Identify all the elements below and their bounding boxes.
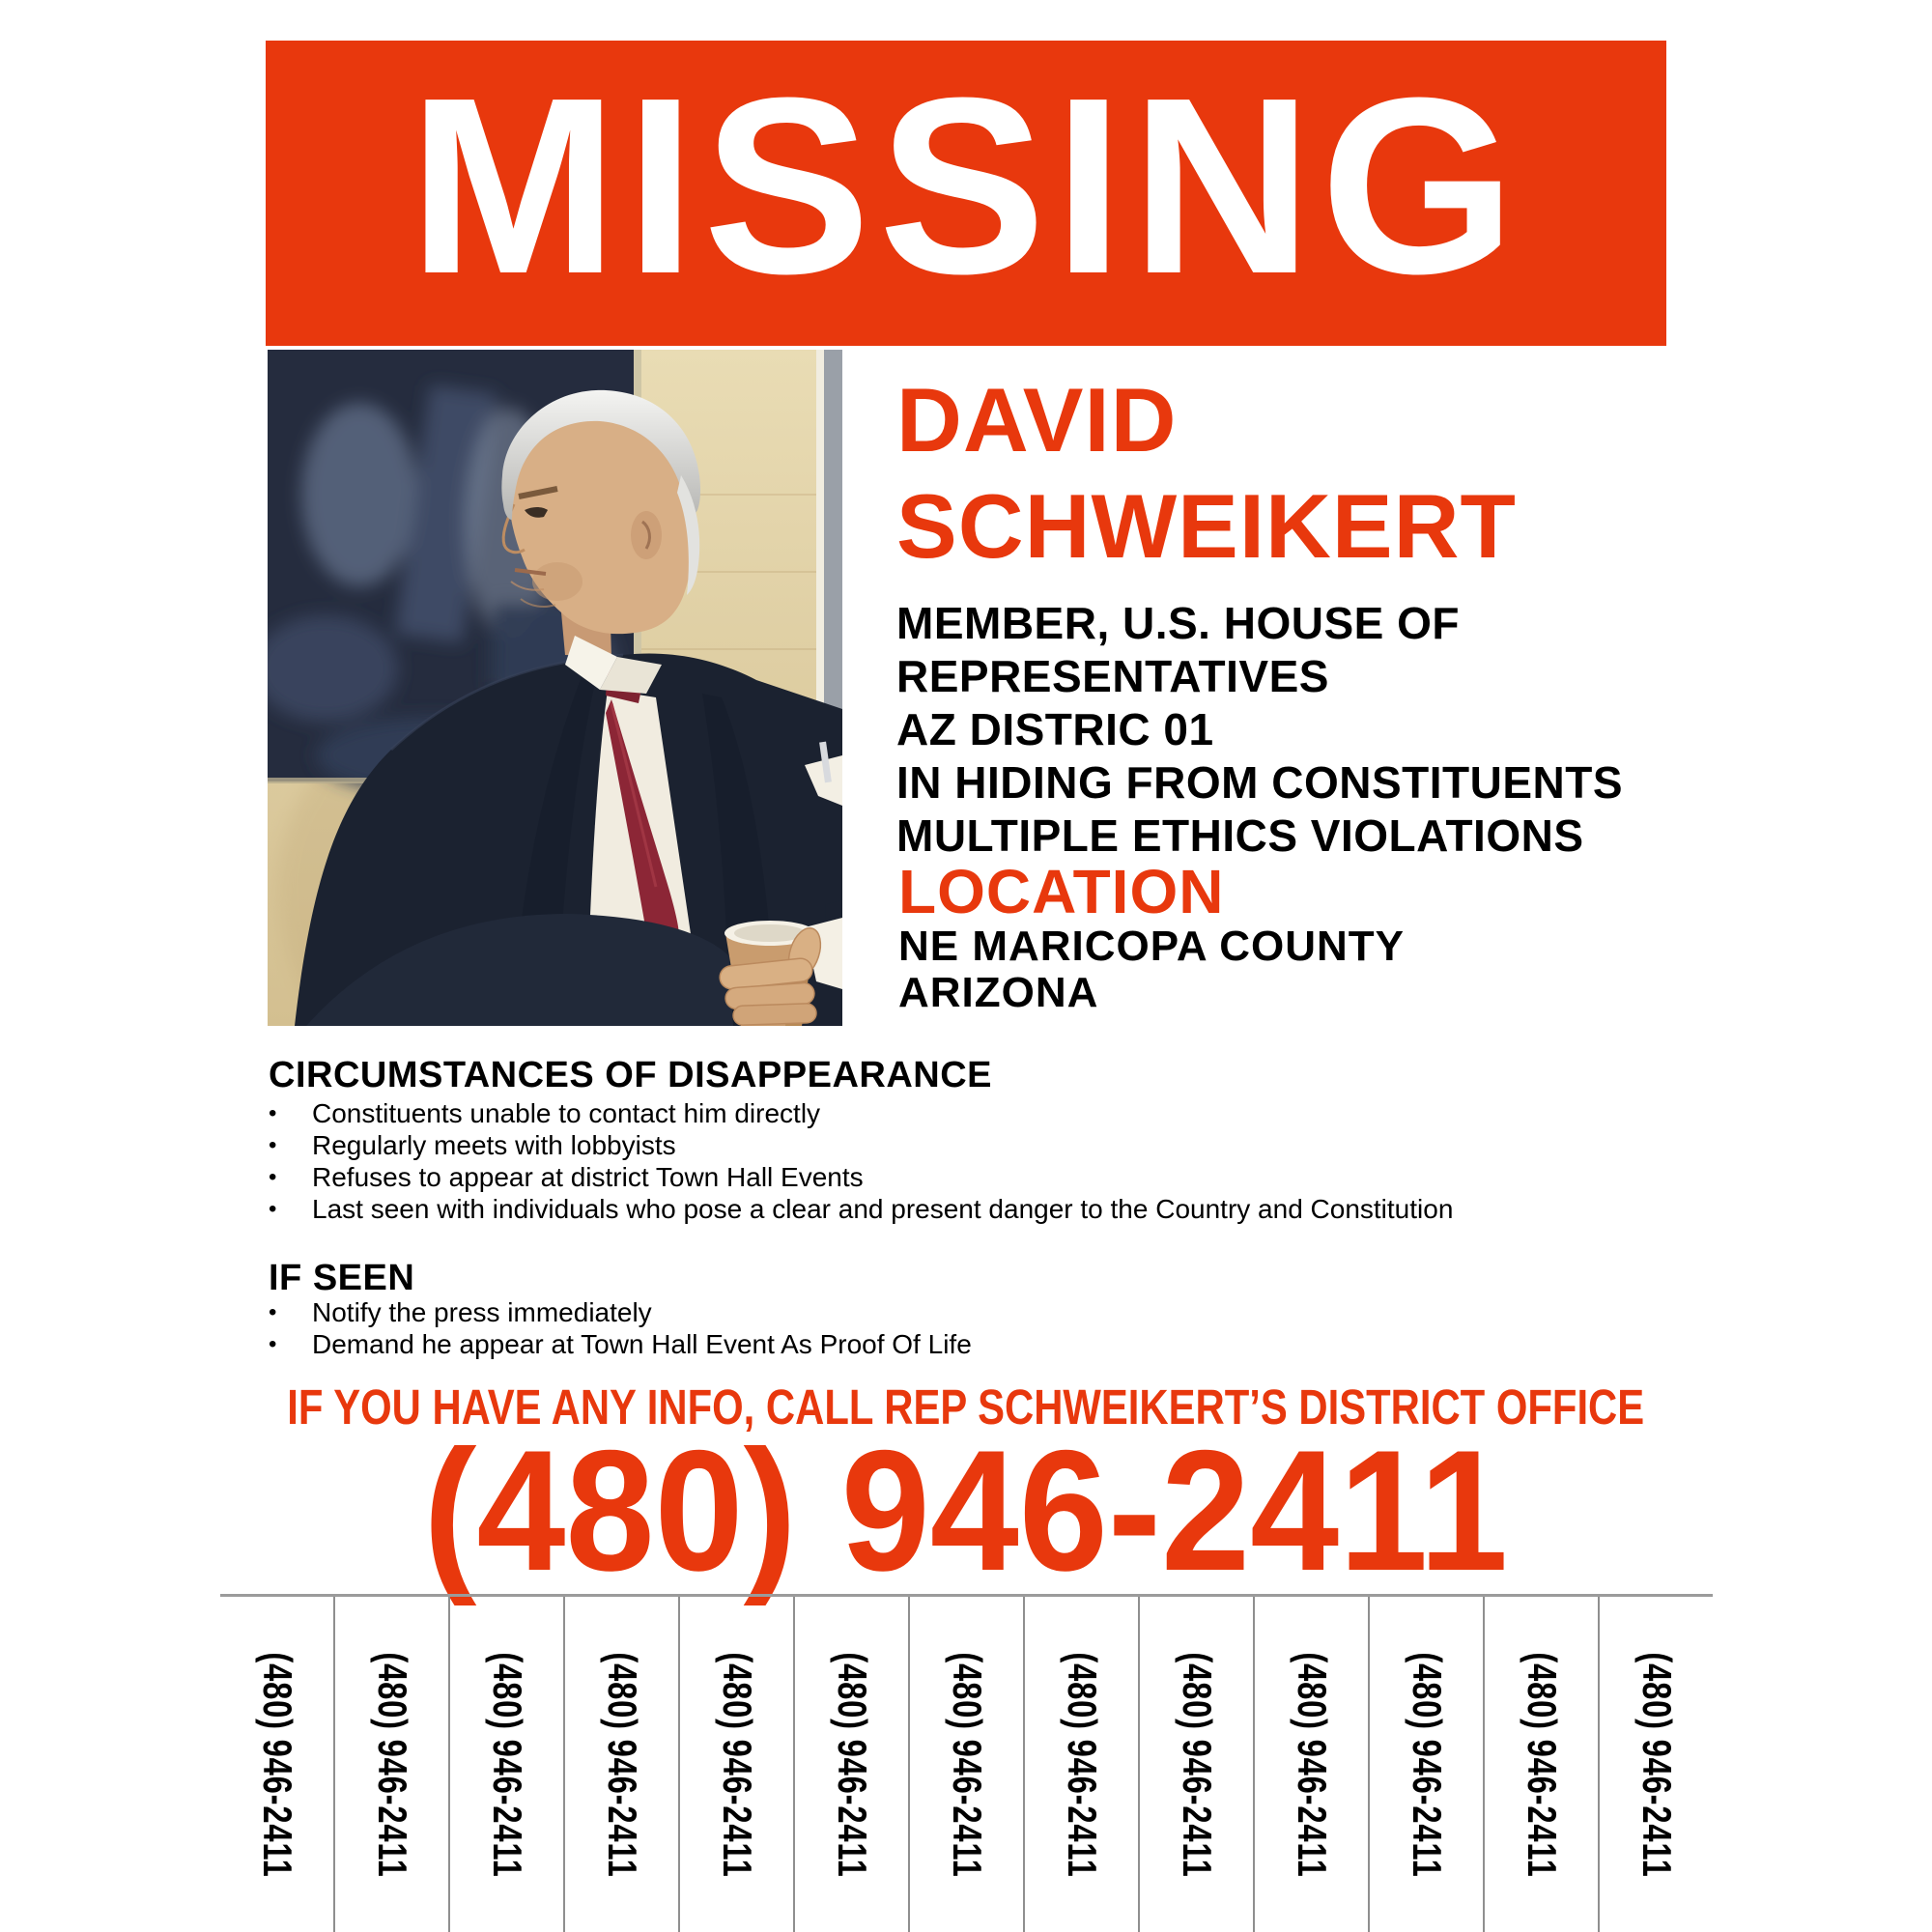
list-item-text: Last seen with individuals who pose a clear and present danger to the Country and Constitution (312, 1194, 1454, 1224)
poster-title: MISSING (409, 46, 1523, 327)
bullet-icon: • (269, 1100, 277, 1126)
subject-photo (268, 350, 842, 1026)
list-item (269, 1097, 1453, 1129)
ear (631, 511, 662, 559)
subject-detail-line: MEMBER, U.S. HOUSE OF (896, 598, 1460, 648)
bullet-icon: • (269, 1196, 277, 1222)
location-line: ARIZONA (898, 969, 1099, 1016)
if-seen-heading: IF SEEN (269, 1258, 415, 1298)
list-item (269, 1296, 972, 1328)
bullet-icon: • (269, 1164, 277, 1190)
list-item (269, 1129, 1453, 1161)
phone-number-text: (480) 946-2411 (423, 1414, 1509, 1606)
missing-banner (266, 41, 1666, 346)
location-line: NE MARICOPA COUNTY (898, 923, 1405, 970)
location-heading: LOCATION (898, 857, 1225, 926)
subject-detail-line: IN HIDING FROM CONSTITUENTS (896, 757, 1624, 808)
tear-tab-phone: (480) 946-2411 (484, 1651, 530, 1878)
call-to-action-text: IF YOU HAVE ANY INFO, CALL REP SCHWEIKERT’S DISTRICT OFFICE (287, 1379, 1645, 1435)
tear-tab-phone: (480) 946-2411 (944, 1651, 990, 1878)
subject-details (896, 597, 1623, 863)
tear-tab-phone: (480) 946-2411 (254, 1651, 300, 1878)
tear-tab-phone: (480) 946-2411 (599, 1651, 645, 1878)
subject-name (896, 367, 1517, 580)
tear-tab (1600, 1597, 1713, 1932)
tear-tab-phone: (480) 946-2411 (369, 1651, 415, 1878)
tear-tab (565, 1597, 680, 1932)
if-seen-list (269, 1296, 972, 1360)
circumstances-list (269, 1097, 1453, 1225)
tear-tab (1485, 1597, 1600, 1932)
bullet-icon: • (269, 1132, 277, 1158)
subject-photo-illustration (268, 350, 842, 1026)
tear-tab (450, 1597, 565, 1932)
subject-last-name: SCHWEIKERT (896, 475, 1517, 577)
bullet-icon: • (269, 1299, 277, 1325)
phone-number (0, 1411, 1932, 1609)
list-item (269, 1193, 1453, 1225)
tear-tab-phone: (480) 946-2411 (1059, 1651, 1105, 1878)
tear-tab-phone: (480) 946-2411 (1634, 1651, 1680, 1878)
tear-tab-phone: (480) 946-2411 (1174, 1651, 1220, 1878)
tear-tab (220, 1597, 335, 1932)
bullet-icon: • (269, 1331, 277, 1357)
location-lines (898, 923, 1405, 1016)
circumstances-heading: CIRCUMSTANCES OF DISAPPEARANCE (269, 1055, 993, 1095)
list-item-text: Regularly meets with lobbyists (312, 1130, 676, 1160)
tear-off-strip (220, 1594, 1713, 1932)
tear-tab-phone: (480) 946-2411 (1519, 1651, 1565, 1878)
tear-tab (1255, 1597, 1370, 1932)
tear-tab (795, 1597, 910, 1932)
list-item (269, 1328, 972, 1360)
tear-tab (680, 1597, 795, 1932)
tear-tab-phone: (480) 946-2411 (1289, 1651, 1335, 1878)
subject-first-name: DAVID (896, 369, 1178, 470)
tear-tab (910, 1597, 1025, 1932)
subject-detail-line: MULTIPLE ETHICS VIOLATIONS (896, 810, 1584, 861)
list-item-text: Notify the press immediately (312, 1297, 652, 1327)
tear-tab (1025, 1597, 1140, 1932)
tear-tab-phone: (480) 946-2411 (714, 1651, 760, 1878)
tear-tab-phone: (480) 946-2411 (829, 1651, 875, 1878)
subject-detail-line: REPRESENTATIVES (896, 651, 1329, 701)
list-item (269, 1161, 1453, 1193)
tear-tab-phone: (480) 946-2411 (1404, 1651, 1450, 1878)
list-item-text: Refuses to appear at district Town Hall Events (312, 1162, 864, 1192)
list-item-text: Constituents unable to contact him directly (312, 1098, 821, 1128)
tear-tab (1370, 1597, 1485, 1932)
list-item-text: Demand he appear at Town Hall Event As Proof Of Life (312, 1329, 972, 1359)
tear-tab (335, 1597, 450, 1932)
subject-detail-line: AZ DISTRIC 01 (896, 704, 1214, 754)
tear-tab (1140, 1597, 1255, 1932)
